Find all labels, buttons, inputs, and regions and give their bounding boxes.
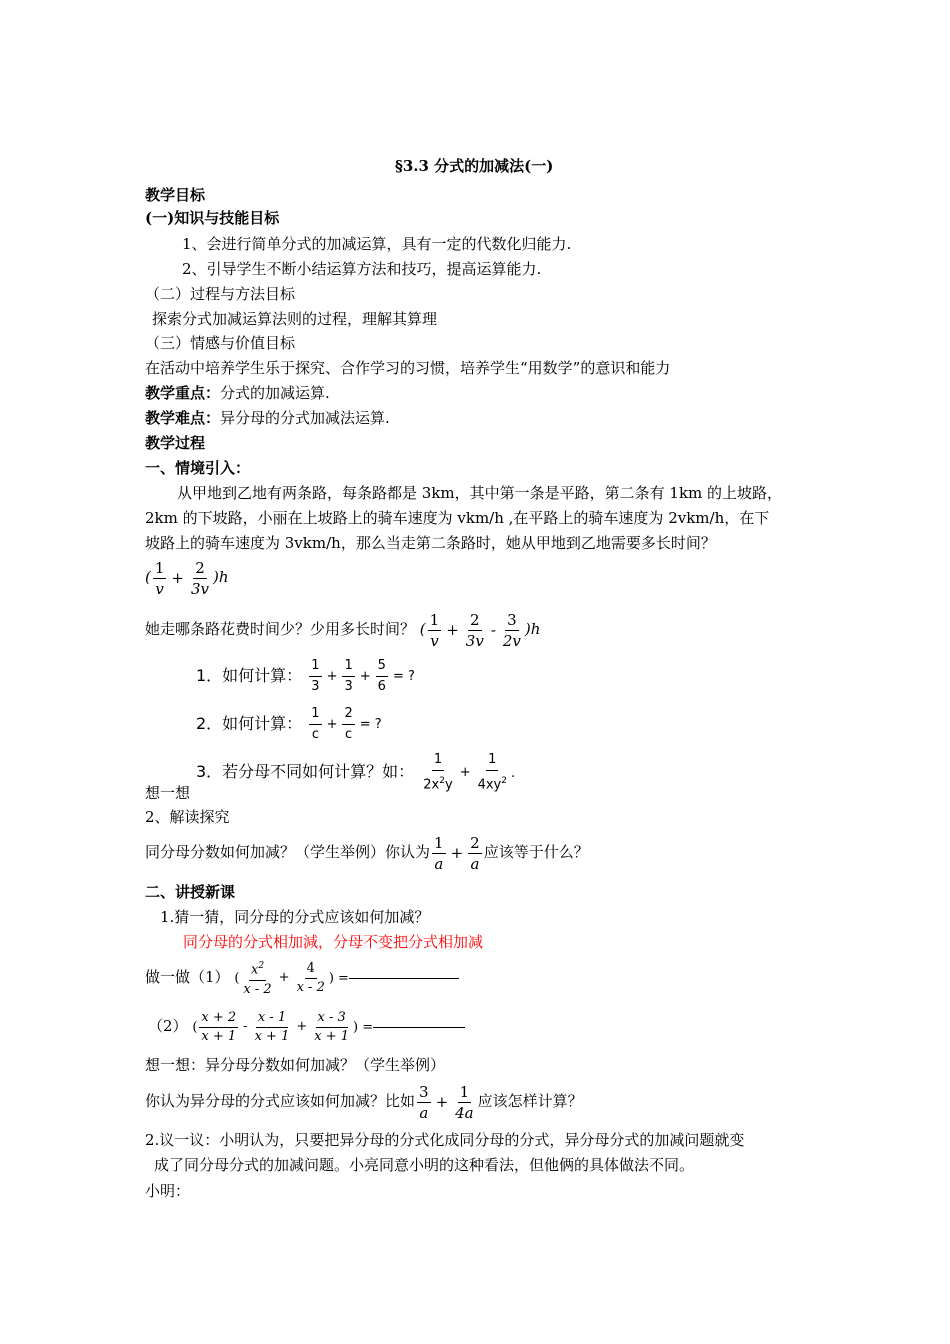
knowledge-item-2: 2、引导学生不断小结运算方法和技巧，提高运算能力. [182, 260, 542, 278]
goals-heading: 教学目标 [145, 186, 206, 204]
process-heading: （二）过程与方法目标 [145, 285, 296, 303]
question-text: 她走哪条路花费时间少？少用多长时间？ [145, 620, 416, 638]
xiaoming-label: 小明： [145, 1182, 191, 1200]
calc-1: 1．如何计算： $\frac{1}{3}$ + $\frac{1}{3}$ + $\frac{5}{6}$ = ? [196, 658, 415, 694]
guess-text: 1.猜一猜，同分母的分式应该如何加减？ [160, 908, 430, 926]
calc-3-text: 3．若分母不同如何计算？如： [196, 762, 415, 781]
think-text: 想一想 [145, 784, 191, 802]
intro-heading: 一、情境引入： [145, 459, 251, 477]
process-text: 探索分式加减运算法则的过程，理解其算理 [152, 310, 438, 328]
exercise-1-label: 做一做（1） [145, 968, 230, 986]
diff-denom-post: 应该怎样计算？ [477, 1092, 583, 1110]
exercise-2-label: （2） [148, 1017, 188, 1035]
discuss-line2: 成了同分母分式的加减问题。小亮同意小明的这种看法，但他俩的具体做法不同。 [154, 1156, 695, 1174]
calc-1-text: 1．如何计算： [196, 666, 303, 685]
knowledge-item-1: 1、会进行简单分式的加减运算，具有一定的代数化归能力. [182, 235, 572, 253]
question-line: 她走哪条路花费时间少？少用多长时间？ ( $\frac{1}{v}$ + $\frac{2}{3v}$ - $\frac{3}{2v}$ )h [145, 610, 541, 650]
key-text: 分式的加减运算. [220, 384, 330, 402]
calc-3: 3．若分母不同如何计算？如： $\frac{1}{2x^2y}$ + $\frac{1}{4xy^2}$ . [196, 751, 516, 793]
emotion-text: 在活动中培养学生乐于探究、合作学习的习惯，培养学生“用数学”的意识和能力 [145, 359, 671, 377]
intro-paragraph-line3: 坡路上的骑车速度为 3vkm/h，那么当走第二条路时，她从甲地到乙地需要多长时间？ [145, 534, 716, 552]
intro-paragraph-line2: 2km 的下坡路，小丽在上坡路上的骑车速度为 vkm/h ,在平路上的骑车速度为 2vkm/h，在下 [145, 509, 770, 527]
emotion-heading: （三）情感与价值目标 [145, 334, 296, 352]
knowledge-heading: (一)知识与技能目标 [145, 209, 280, 227]
exercise-1: 做一做（1） ( $\frac{x^2}{x - 2}$ + $\frac{4}{x - 2}$ ) = [145, 956, 459, 1000]
calc-2: 2．如何计算： $\frac{1}{c}$ + $\frac{2}{c}$ = ? [196, 706, 382, 742]
discuss-line1: 2.议一议：小明认为，只要把异分母的分式化成同分母的分式，异分母分式的加减问题就变 [145, 1131, 745, 1149]
calc-2-text: 2．如何计算： [196, 714, 303, 733]
page-title: §3.3 分式的加减法(一) [395, 157, 554, 175]
difficulty-label: 教学难点： [145, 409, 221, 427]
think2-text: 想一想：异分母分数如何加减？（学生举例） [145, 1056, 446, 1074]
key-point [145, 383, 330, 403]
same-denominator-question: 同分母分数如何加减？（学生举例）你认为 $\frac{1}{a}$ + $\frac{2}{a}$ 应该等于什么？ [145, 833, 589, 873]
new-lesson-heading: 二、讲授新课 [145, 883, 236, 901]
formula-time-second-road: ( $\frac{1}{v}$ + $\frac{2}{3v}$ )h [145, 558, 229, 598]
same-denom-post: 应该等于什么？ [483, 843, 589, 861]
rule-text: 同分母的分式相加減，分母不变把分式相加减 [183, 933, 484, 951]
difficulty-text: 异分母的分式加减法运算. [220, 409, 390, 427]
difficulty-point [145, 408, 390, 428]
diff-denom-pre: 你认为异分母的分式应该如何加减？比如 [145, 1092, 416, 1110]
same-denom-pre: 同分母分数如何加减？（学生举例）你认为 [145, 843, 431, 861]
explore-text: 2、解读探究 [145, 808, 230, 826]
process-main-heading: 教学过程 [145, 434, 206, 452]
different-denominator-question: 你认为异分母的分式应该如何加减？比如 $\frac{3}{a}$ + $\frac{1}{4a}$ 应该怎样计算？ [145, 1082, 583, 1122]
intro-paragraph-line1: 从甲地到乙地有两条路，每条路都是 3km，其中第一条是平路，第二条有 1km 的上坡路， [177, 484, 783, 502]
key-label: 教学重点： [145, 384, 221, 402]
exercise-2: （2） ( $\frac{x + 2}{x + 1}$ - $\frac{x - 1}{x + 1}$ + $\frac{x - 3}{x + 1}$ ) = [148, 1005, 465, 1049]
